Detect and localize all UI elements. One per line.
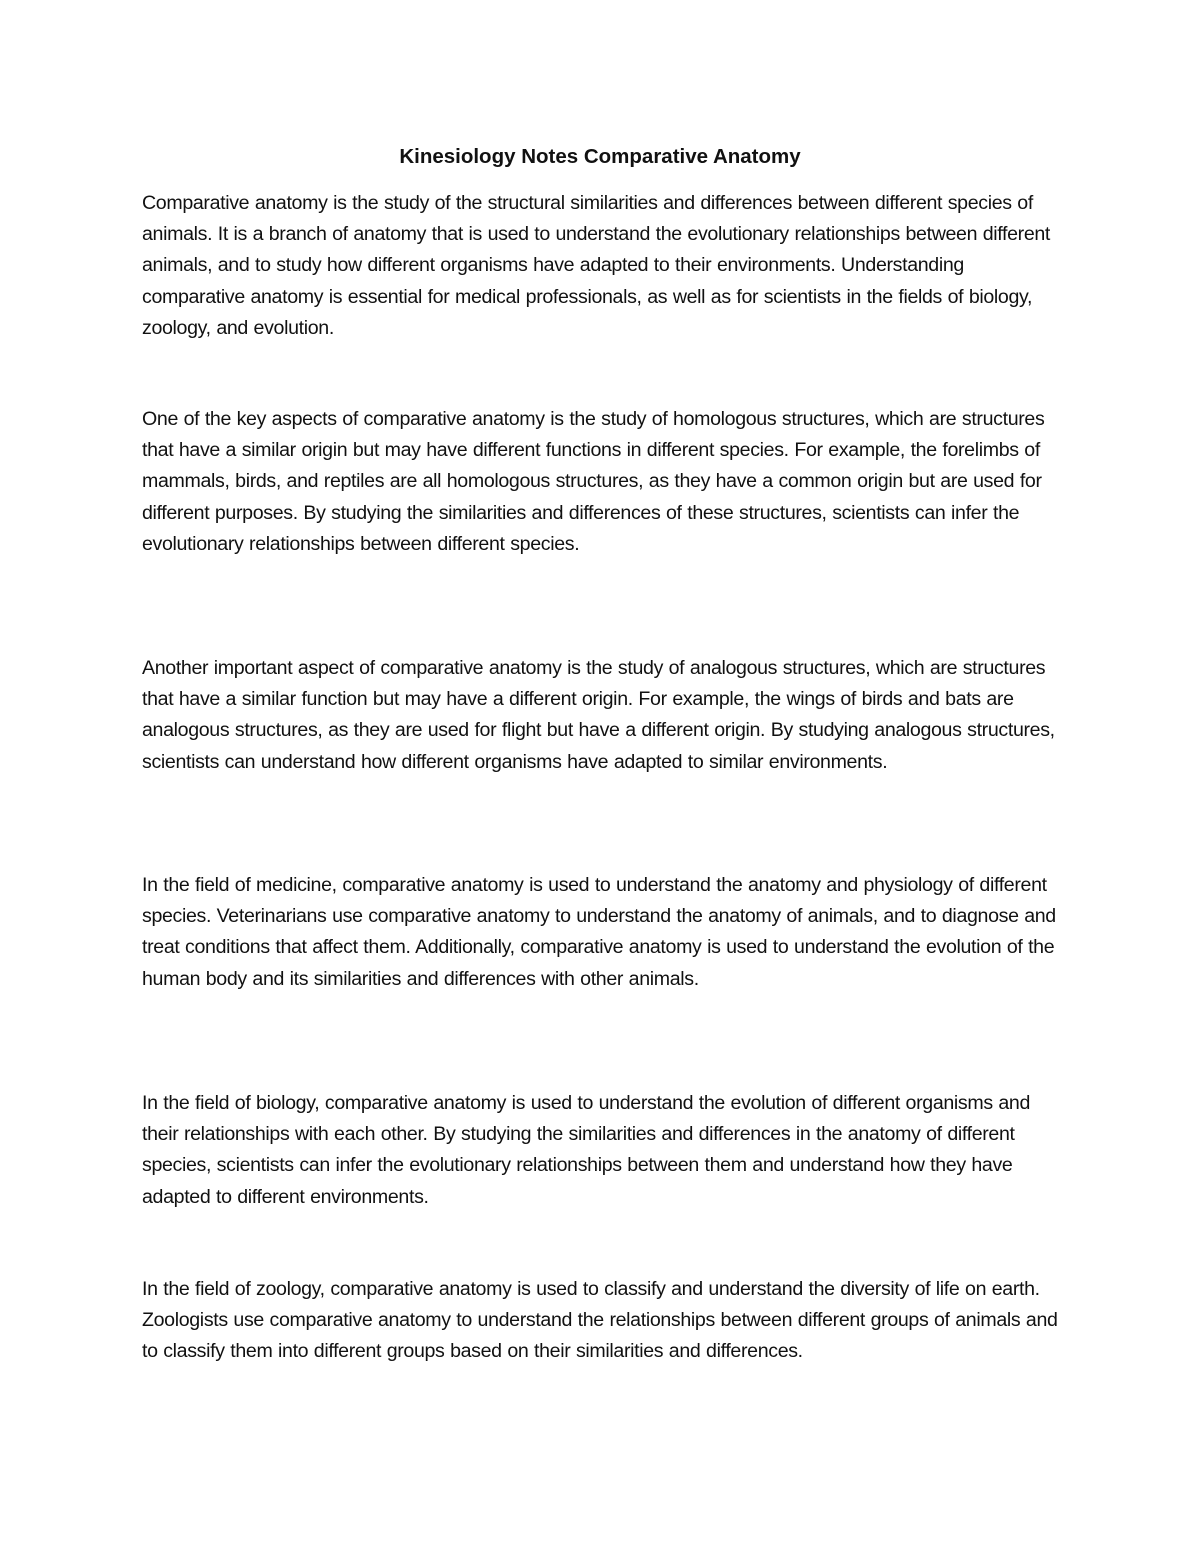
document-title: Kinesiology Notes Comparative Anatomy [399,145,801,168]
paragraph-biology: In the field of biology, comparative anatomy is used to understand the evolution of different organisms and their relationships with each other. By studying the similarities and differences in the anatomy of different species, scientists can infer the evolutionary relationships between them and understand how they have adapted to different environments. [142,1092,1031,1208]
paragraph-analogous-structures: Another important aspect of comparative anatomy is the study of analogous structures, which are structures that have a similar function but may have a different origin. For example, the wings of birds and bats are analogous structures, as they are used for flight but have a different origin. By studying analogous structures, scientists can understand how different organisms have adapted to similar environments. [142,657,1055,773]
paragraph-medicine: In the field of medicine, comparative anatomy is used to understand the anatomy and physiology of different species. Veterinarians use comparative anatomy to understand the anatomy of animals, and to diagnose and treat conditions that affect them. Additionally, comparative anatomy is used to understand the evolution of the human body and its similarities and differences with other animals. [142,874,1056,990]
paragraph-introduction: Comparative anatomy is the study of the structural similarities and differences between different species of animals. It is a branch of anatomy that is used to understand the evolutionary relationships between different animals, and to study how different organisms have adapted to their environments. Understanding comparative anatomy is essential for medical professionals, as well as for scientists in the fields of biology, zoology, and evolution. [142,192,1051,339]
paragraph-homologous-structures: One of the key aspects of comparative anatomy is the study of homologous structures, which are structures that have a similar origin but may have different functions in different species. For example, the forelimbs of mammals, birds, and reptiles are all homologous structures, as they have a common origin but are used for different purposes. By studying the similarities and differences of these structures, scientists can infer the evolutionary relationships between different species. [142,408,1045,555]
paragraph-zoology: In the field of zoology, comparative anatomy is used to classify and understand the diversity of life on earth. Zoologists use comparative anatomy to understand the relationships between different groups of animals and to classify them into different groups based on their similarities and differences. [142,1278,1058,1363]
